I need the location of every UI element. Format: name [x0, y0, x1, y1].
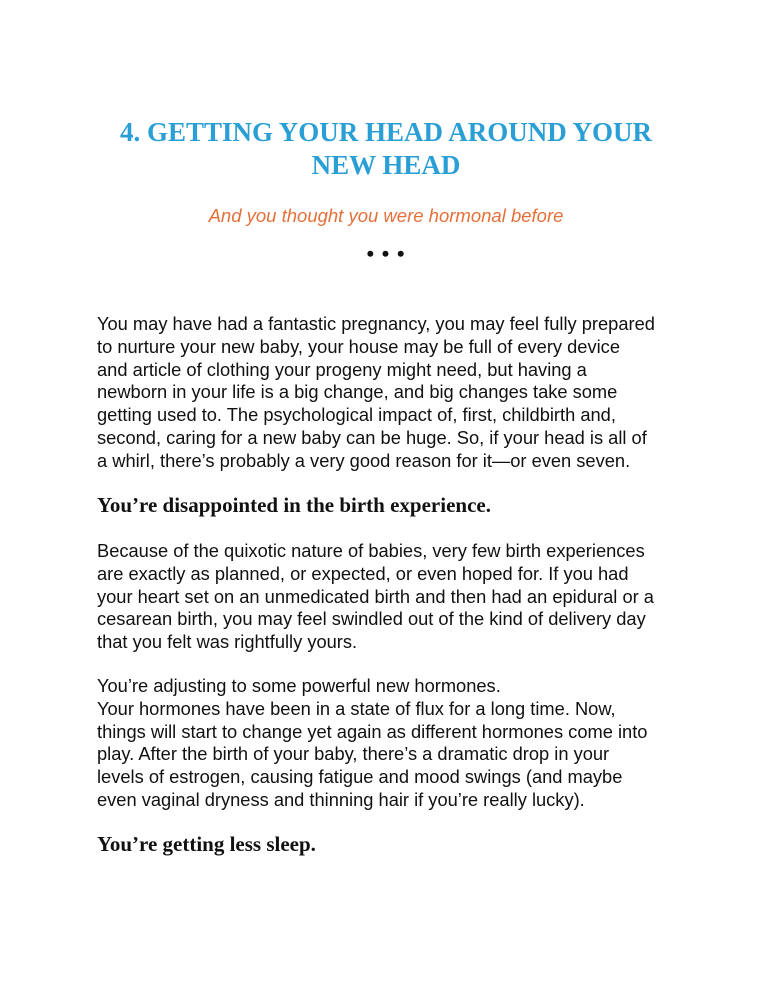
paragraph-line: a whirl, there’s probably a very good reason for it—or even seven. — [97, 449, 631, 471]
paragraph-line: getting used to. The psychological impact of, first, childbirth and, — [97, 404, 616, 426]
paragraph-line: to nurture your new baby, your house may be full of every device — [97, 335, 620, 357]
paragraph-line: things will start to change yet again as different hormones come into — [97, 720, 648, 742]
paragraph-line: You may have had a fantastic pregnancy, you may feel fully prepared — [97, 313, 655, 334]
paragraph-line: and article of clothing your progeny might need, but having a — [97, 358, 587, 380]
paragraph-line: Your hormones have been in a state of flux for a long time. Now, — [97, 697, 616, 719]
chapter-title — [60, 116, 712, 182]
hormones-paragraph — [97, 675, 687, 812]
section-heading-sleep: You’re getting less sleep. — [97, 832, 316, 856]
paragraph-line: cesarean birth, you may feel swindled out of the kind of delivery day — [97, 608, 646, 630]
paragraph-line: even vaginal dryness and thinning hair if you’re really lucky). — [97, 788, 585, 810]
paragraph-line: You’re adjusting to some powerful new hormones. — [97, 675, 501, 696]
intro-paragraph — [97, 313, 687, 473]
paragraph-line: second, caring for a new baby can be huge. So, if your head is all of — [97, 426, 647, 448]
chapter-title-line: 4. GETTING YOUR HEAD AROUND YOUR — [119, 117, 653, 147]
chapter-title-line: NEW HEAD — [311, 150, 461, 180]
chapter-subtitle: And you thought you were hormonal before — [208, 205, 564, 226]
section-divider-ellipsis: • • • — [366, 241, 406, 266]
section-heading-disappointed: You’re disappointed in the birth experience. — [97, 493, 491, 517]
paragraph-line: Because of the quixotic nature of babies, very few birth experiences — [97, 540, 645, 561]
paragraph-line: levels of estrogen, causing fatigue and mood swings (and maybe — [97, 766, 623, 788]
paragraph-line: that you felt was rightfully yours. — [97, 631, 358, 653]
paragraph-line: your heart set on an unmedicated birth and then had an epidural or a — [97, 585, 654, 607]
paragraph-line: are exactly as planned, or expected, or even hoped for. If you had — [97, 562, 629, 584]
birth-experience-paragraph — [97, 540, 687, 654]
paragraph-line: newborn in your life is a big change, and big changes take some — [97, 381, 618, 403]
paragraph-line: play. After the birth of your baby, there’s a dramatic drop in your — [97, 743, 610, 765]
